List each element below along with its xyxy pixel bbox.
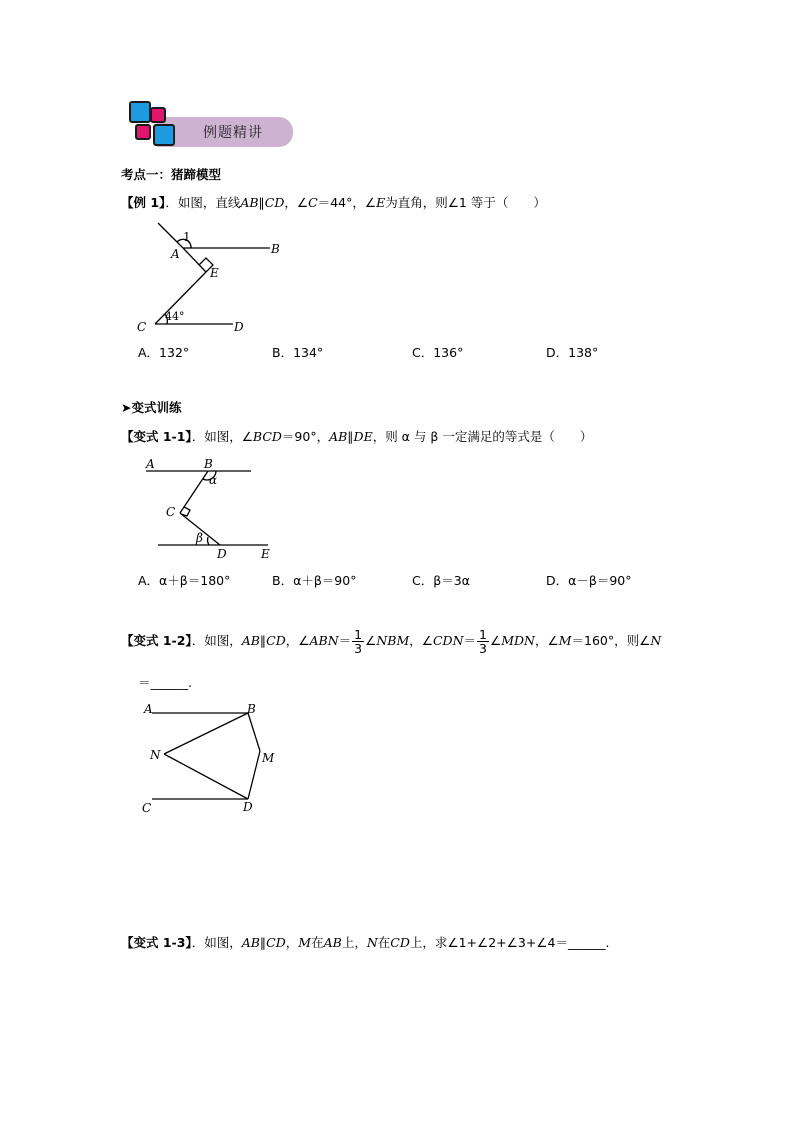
fig1-label-1: 1 xyxy=(183,230,191,244)
fig2-label-D: D xyxy=(217,547,227,561)
banner-square-icon xyxy=(129,101,151,123)
fig1-label-C: C xyxy=(137,320,147,334)
fig3-line-BN xyxy=(164,713,248,754)
variant11-option-c[interactable]: C．β＝3α xyxy=(412,573,470,588)
fig1-label-44: 44° xyxy=(165,310,185,323)
fraction-one-third: $\frac{1}{3}$ xyxy=(354,627,363,656)
fraction-one-third: $\frac{1}{3}$ xyxy=(479,627,487,656)
variant11-option-d[interactable]: D．α－β＝90° xyxy=(546,573,632,588)
fig3-label-D: D xyxy=(243,800,253,814)
fig2-beta-arc xyxy=(208,537,209,545)
variant11-option-b[interactable]: B．α＋β＝90° xyxy=(272,573,357,588)
variant12-answer-blank: ＝______. xyxy=(138,675,192,690)
variant12-label: 【变式 1-2】 xyxy=(121,633,192,648)
banner-square-icon xyxy=(150,107,166,123)
variant11-option-a[interactable]: A．α＋β＝180° xyxy=(138,573,231,588)
fig2-label-A: A xyxy=(146,457,155,471)
fig2-label-B: B xyxy=(204,457,213,471)
fig1-label-B: B xyxy=(271,242,280,256)
fig1-line-A-upper xyxy=(158,223,183,248)
fig1-label-D: D xyxy=(234,320,244,334)
variant11-question: 【变式 1-1】．如图，∠BCD＝90°，AB∥DE，则 α 与 β 一定满足的等式是（ ） xyxy=(121,429,593,444)
variant13-label: 【变式 1-3】 xyxy=(121,935,192,950)
fig3-label-B: B xyxy=(247,702,256,716)
variant-heading: ➤变式训练 xyxy=(121,400,182,415)
arrow-bullet-icon: ➤ xyxy=(121,400,132,415)
fig2-label-C: C xyxy=(166,505,176,519)
fig2-label-alpha: α xyxy=(209,473,218,487)
fig1-label-A: A xyxy=(171,247,180,261)
variant11-label: 【变式 1-1】 xyxy=(121,429,192,444)
banner-title: 例题精讲 xyxy=(203,125,263,141)
fig3-line-MD xyxy=(248,751,260,799)
fig2-label-beta: β xyxy=(196,531,203,545)
variant11-figure xyxy=(136,455,286,565)
fig1-line-AE xyxy=(183,248,206,272)
variant12-question: 【变式 1-2】．如图，AB∥CD，∠ABN＝ $\frac{1}{3}$ ∠NBM，∠CDN＝ $\frac{1}{3}$ ∠MDN，∠M＝160°，则∠N xyxy=(121,627,662,656)
example1-option-d[interactable]: D．138° xyxy=(546,345,599,360)
fig1-label-E: E xyxy=(210,266,219,280)
fig2-label-E: E xyxy=(261,547,270,561)
banner-square-icon xyxy=(135,124,151,140)
section-heading: 考点一：猪蹄模型 xyxy=(121,167,222,182)
fig3-line-ND xyxy=(164,754,248,799)
example1-option-b[interactable]: B．134° xyxy=(272,345,324,360)
example1-label: 【例 1】 xyxy=(121,195,166,210)
example1-option-c[interactable]: C．136° xyxy=(412,345,464,360)
fig3-label-N: N xyxy=(150,748,161,762)
fig3-line-BM xyxy=(248,713,260,751)
fig3-label-A: A xyxy=(144,702,153,716)
example1-question: 【例 1】．如图，直线AB∥CD，∠C＝44°，∠E为直角，则∠1 等于（ ） xyxy=(121,195,546,210)
variant12-figure xyxy=(136,698,286,823)
banner-square-icon xyxy=(153,124,175,146)
example1-figure xyxy=(130,218,300,340)
fig3-label-M: M xyxy=(262,751,275,765)
section-banner xyxy=(127,99,295,151)
fig3-label-C: C xyxy=(142,801,152,815)
variant13-question: 【变式 1-3】．如图，AB∥CD，M在AB上，N在CD上，求∠1+∠2+∠3+∠4＝______. xyxy=(121,935,610,950)
example1-option-a[interactable]: A．132° xyxy=(138,345,190,360)
